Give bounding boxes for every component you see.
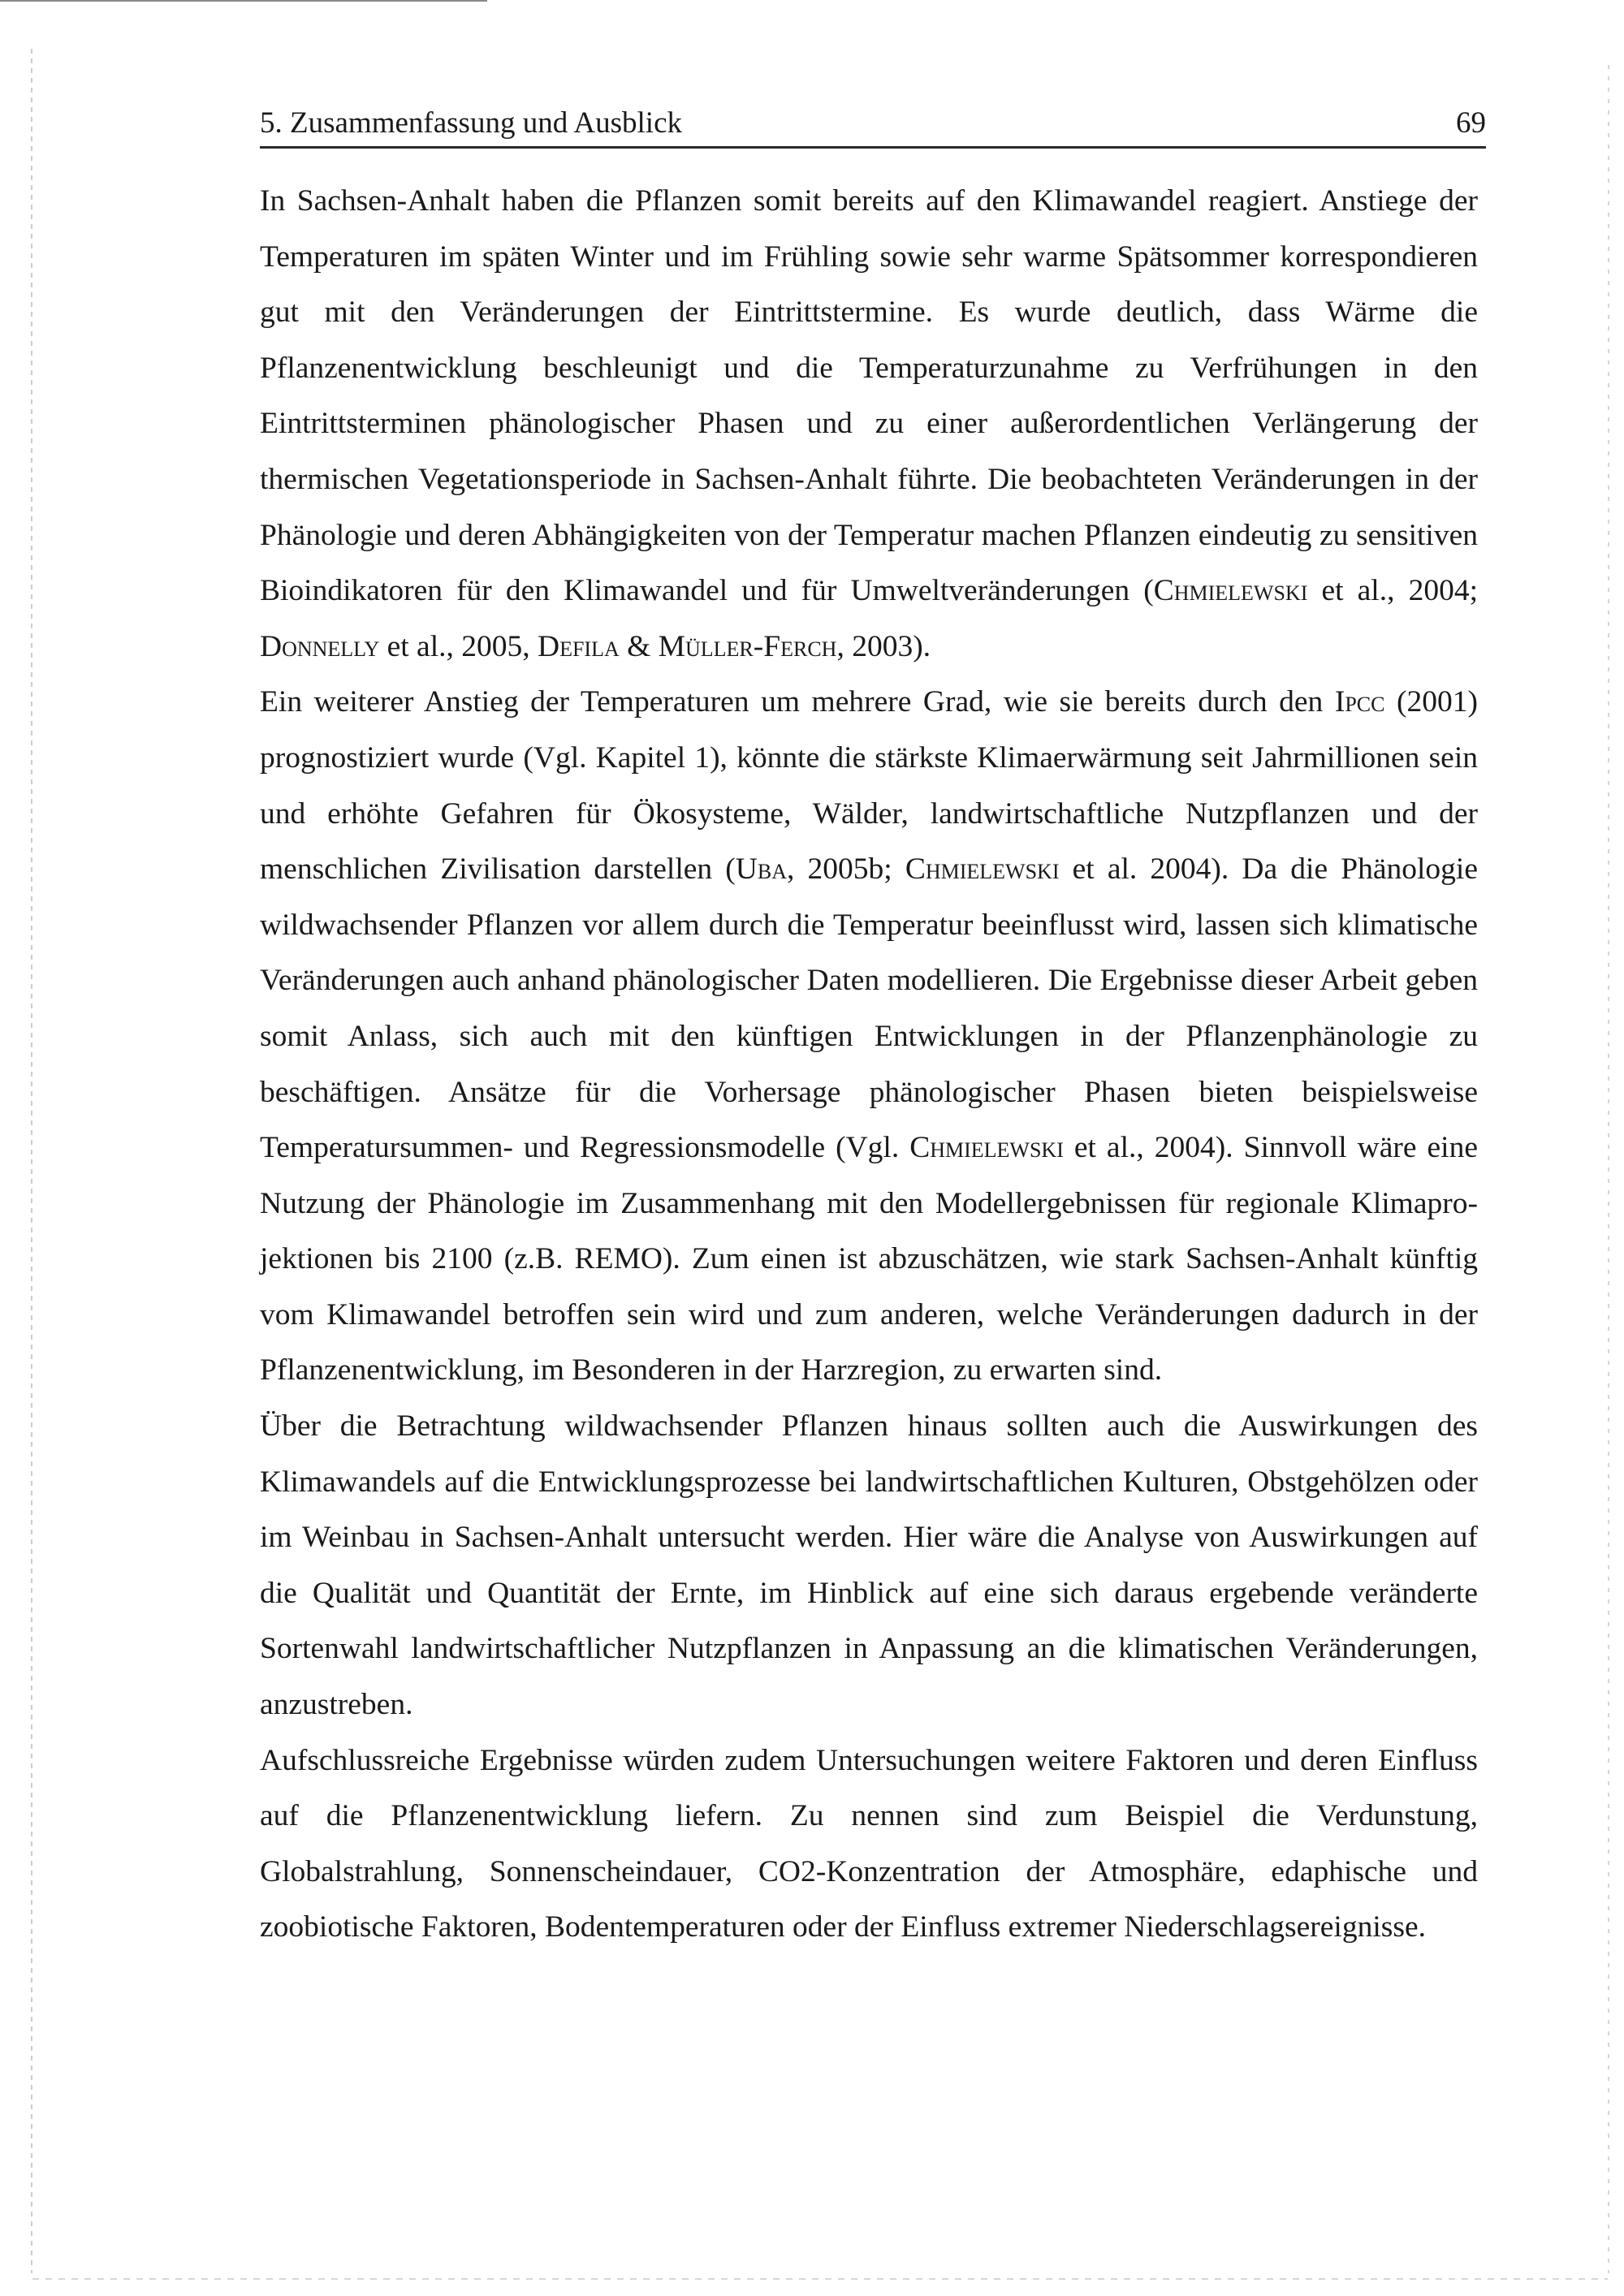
citation-author: Uba bbox=[735, 852, 787, 887]
paragraph-3 bbox=[260, 1399, 1478, 1733]
paragraph-1 bbox=[260, 174, 1478, 675]
citation-author: Donnelly bbox=[260, 629, 380, 663]
citation-author: Chmielewski bbox=[905, 852, 1060, 887]
scan-edge-top bbox=[0, 0, 487, 2]
text-run: Ein weiterer Anstieg der Temperaturen um mehrere Grad, wie sie bereits durch den bbox=[260, 685, 1335, 719]
paragraph-2 bbox=[260, 675, 1478, 1399]
text-run: et al., 2005, bbox=[379, 629, 538, 663]
text-run: et al., 2004; bbox=[1307, 574, 1479, 608]
text-run: Aufschlussreiche Ergebnisse würden zudem Untersuchungen weitere Faktoren und deren Einfluss auf die Pflanzenentwicklung liefern. Zu nennen sind zum Beispiel die Verdunstung, Globalstrahlung, Sonnenscheindauer, CO2-Konzentration der Atmosphäre, edaphische und zoobiotische Faktoren, Bodentemperaturen oder der Einfluss extremer Niederschlagsereignisse. bbox=[260, 1743, 1478, 1944]
paragraph-4 bbox=[260, 1733, 1478, 1956]
citation-author: Chmielewski bbox=[1153, 574, 1308, 608]
chapter-title: 5. Zusammenfassung und Ausblick bbox=[260, 106, 683, 140]
citation-author: Ipcc bbox=[1334, 685, 1385, 719]
citation-author: Defila & Müller-Ferch bbox=[538, 629, 837, 663]
citation-author: Chmielewski bbox=[909, 1131, 1064, 1165]
text-run: (2001) prognostiziert wurde (Vgl. Kapitel 1), könnte die stärkste Klimaerwärmung seit Jahrmillionen sein und erhöhte Gefahren für Ökosysteme, Wälder, landwirtschaftliche Nutzpflanzen und der menschlichen Zivilisation darstellen ( bbox=[260, 685, 1478, 887]
body-text bbox=[260, 174, 1478, 1956]
text-run: In Sachsen-Anhalt haben die Pflanzen somit bereits auf den Klimawandel reagiert. Anstiege der Temperaturen im späten Winter und im Frühling sowie sehr warme Spätsommer korrespondieren gut mit den Veränderungen der Eintrittstermine. Es wurde deutlich, dass Wärme die Pflanzenentwicklung beschleunigt und die Temperaturzunahme zu Verfrühungen in den Eintrittsterminen phänologischer Phasen und zu einer außerordentlichen Verlängerung der thermischen Vegetationsperiode in Sachsen-Anhalt führte. Die beobachteten Veränderungen in der Phänologie und deren Abhängigkeiten von der Temperatur machen Pflanzen eindeutig zu sensitiven Bioindikatoren für den Klimawandel und für Umweltveränderungen ( bbox=[260, 184, 1478, 608]
running-header bbox=[260, 101, 1486, 149]
scan-edge-right bbox=[1608, 65, 1609, 2273]
text-run: et al. 2004). Da die Phänologie wildwachsender Pflanzen vor allem durch die Temperatur beeinflusst wird, lassen sich klimatische Veränderungen auch anhand phänologischer Daten modellieren. Die Ergebnisse dieser Arbeit geben somit Anlass, sich auch mit den künftigen Entwicklungen in der Pflanzenphänologie zu beschäftigen. Ansätze für die Vorhersage phänologischer Phasen bieten beispielsweise Temperatursummen- und Regressionsmodelle (Vgl. bbox=[260, 852, 1478, 1165]
text-run: , 2003). bbox=[836, 629, 931, 663]
text-run: , 2005b; bbox=[786, 852, 905, 887]
scan-edge-left bbox=[31, 49, 32, 2273]
text-run: Über die Betrachtung wildwachsender Pflanzen hinaus sollten auch die Auswirkungen des Klimawandels auf die Entwicklungsprozesse bei landwirtschaftlichen Kulturen, Obstgehölzen oder im Weinbau in Sachsen-Anhalt untersucht werden. Hier wäre die Analyse von Auswirkungen auf die Qualität und Quantität der Ernte, im Hinblick auf eine sich daraus ergebende veränderte Sortenwahl landwirtschaftlicher Nutzpflanzen in Anpassung an die klimatischen Veränderungen, anzustreben. bbox=[260, 1409, 1478, 1722]
scan-edge-bottom bbox=[32, 2278, 1608, 2280]
text-run: et al., 2004). Sinnvoll wäre eine Nutzung der Phänologie im Zusammenhang mit den Modellergebnissen für regionale Klimaprojektionen bis 2100 (z.B. REMO). Zum einen ist abzuschätzen, wie stark Sachsen-Anhalt künftig vom Klimawandel betroffen sein wird und zum anderen, welche Veränderungen dadurch in der Pflanzenentwicklung, im Besonderen in der Harzregion, zu erwarten sind. bbox=[260, 1131, 1478, 1388]
page-number: 69 bbox=[1456, 106, 1486, 140]
